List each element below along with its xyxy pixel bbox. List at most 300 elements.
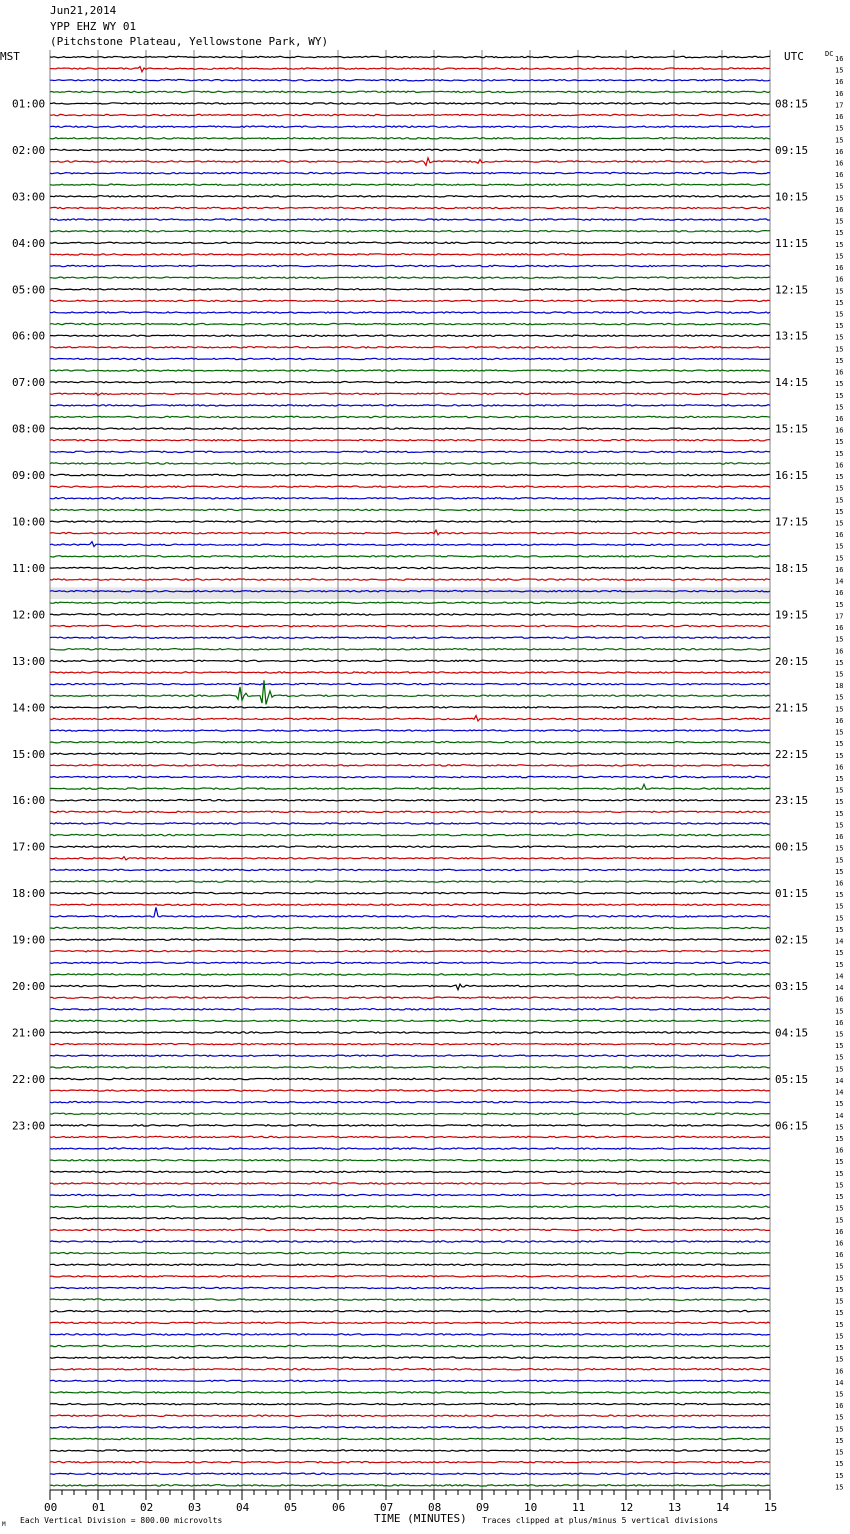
dc-offset: 15 [835,310,844,319]
trace-row [50,939,770,940]
dc-offset: 15 [835,740,844,749]
dc-offset: 14 [835,577,844,586]
x-tick-label: 00 [44,1501,58,1514]
label-layer [12,55,843,1514]
trace-row [50,776,770,777]
dc-offset: 15 [835,194,844,203]
trace-row [50,1183,770,1184]
trace-row [50,323,770,324]
trace-row [50,474,770,475]
x-tick-label: 14 [716,1501,730,1514]
trace-row [50,962,770,963]
dc-offset: 16 [835,205,844,214]
trace-row [50,1473,770,1474]
mst-time-label: 10:00 [12,515,46,529]
trace-row [50,556,770,557]
trace-row [50,440,770,441]
x-tick-label: 13 [668,1501,682,1514]
trace-row [50,196,770,197]
utc-time-label: 15:15 [775,422,809,436]
mst-time-label: 13:00 [12,654,46,668]
trace-row [50,530,770,535]
x-tick-label: 12 [620,1501,634,1514]
trace-row [50,1229,770,1230]
trace-row [50,846,770,847]
trace-row [50,927,770,928]
trace-row [50,602,770,603]
trace-row [50,1403,770,1404]
dc-offset: 15 [835,1425,844,1434]
utc-axis-title: UTC [784,50,804,63]
dc-offset: 15 [835,229,844,238]
trace-row [50,567,770,568]
dc-offset: 15 [835,844,844,853]
trace-row [50,300,770,301]
x-tick-label: 04 [236,1501,250,1514]
dc-offset: 15 [835,484,844,493]
dc-offset: 15 [835,902,844,911]
trace-row [50,428,770,429]
dc-offset: 15 [835,1262,844,1271]
trace-row [50,974,770,975]
dc-offset: 17 [835,101,844,110]
dc-offset: 14 [835,1378,844,1387]
mst-time-label: 14:00 [12,701,46,715]
dc-offset: 15 [835,1448,844,1457]
trace-row [50,765,770,766]
trace-row [50,1485,770,1486]
trace-row [50,277,770,278]
dc-offset: 15 [835,1483,844,1492]
mst-time-label: 18:00 [12,887,46,901]
dc-offset: 15 [835,705,844,714]
trace-row [50,1032,770,1033]
dc-offset: 16 [835,647,844,656]
trace-row [50,811,770,812]
utc-time-label: 16:15 [775,469,809,483]
dc-offset: 15 [835,1204,844,1213]
trace-row [50,800,770,801]
dc-label: DC [825,50,834,58]
mst-time-label: 04:00 [12,236,46,250]
utc-time-label: 09:15 [775,143,809,157]
dc-offset: 15 [835,821,844,830]
dc-offset: 15 [835,345,844,354]
trace-row [50,486,770,487]
dc-offset: 16 [835,833,844,842]
dc-offset: 15 [835,600,844,609]
trace-row [50,1055,770,1056]
x-tick-label: 11 [572,1501,586,1514]
mst-time-label: 12:00 [12,608,46,622]
dc-offset: 14 [835,1076,844,1085]
x-tick-label: 02 [140,1501,154,1514]
date-label: Jun21,2014 [50,4,117,17]
trace-row [50,784,770,789]
trace-row [50,463,770,464]
dc-offset: 15 [835,693,844,702]
dc-offset: 15 [835,891,844,900]
x-tick-label: 15 [764,1501,778,1514]
trace-row [50,219,770,220]
trace-row [50,126,770,127]
trace-row [50,857,770,860]
trace-row [50,184,770,185]
utc-time-label: 02:15 [775,933,809,947]
dc-offset: 16 [835,159,844,168]
dc-offset: 16 [835,995,844,1004]
trace-row [50,1125,770,1126]
dc-offset: 15 [835,1355,844,1364]
trace-row [50,254,770,255]
dc-offset: 15 [835,380,844,389]
dc-offset: 15 [835,1181,844,1190]
trace-row [50,683,770,684]
trace-row [50,823,770,824]
dc-offset: 15 [835,403,844,412]
trace-row [50,207,770,208]
mst-axis-title: MST [0,50,20,63]
utc-time-label: 03:15 [775,980,809,994]
trace-row [50,742,770,743]
mst-time-label: 09:00 [12,469,46,483]
utc-time-label: 08:15 [775,97,809,111]
trace-row [50,1380,770,1381]
dc-offset: 15 [835,322,844,331]
dc-offset: 14 [835,984,844,993]
dc-offset: 15 [835,507,844,516]
dc-offset: 16 [835,264,844,273]
trace-row [50,1287,770,1288]
dc-offset: 15 [835,1436,844,1445]
trace-row [50,951,770,952]
trace-row [50,1345,770,1346]
mst-time-label: 05:00 [12,283,46,297]
mst-time-label: 23:00 [12,1119,46,1133]
dc-offset: 17 [835,612,844,621]
dc-offset: 16 [835,565,844,574]
trace-row [50,1311,770,1312]
trace-row [50,138,770,139]
mst-time-label: 20:00 [12,980,46,994]
trace-row [50,289,770,290]
trace-row [50,753,770,754]
dc-offset: 15 [835,240,844,249]
trace-row [50,347,770,348]
dc-offset: 15 [835,1007,844,1016]
trace-row [50,984,770,990]
trace-row [50,904,770,905]
trace-row [50,730,770,731]
dc-offset: 16 [835,1227,844,1236]
dc-offset: 16 [835,55,844,63]
trace-row [50,1043,770,1044]
dc-offset: 15 [835,217,844,226]
dc-offset: 15 [835,1158,844,1167]
trace-row [50,370,770,371]
dc-offset: 15 [835,182,844,191]
mst-time-label: 07:00 [12,376,46,390]
dc-offset: 15 [835,124,844,133]
dc-offset: 15 [835,252,844,261]
dc-offset: 14 [835,937,844,946]
dc-offset: 15 [835,449,844,458]
utc-time-label: 10:15 [775,190,809,204]
trace-row [50,1427,770,1428]
dc-offset: 16 [835,1251,844,1260]
dc-offset: 14 [835,972,844,981]
dc-offset: 16 [835,1367,844,1376]
dc-offset: 15 [835,1193,844,1202]
trace-row [50,265,770,266]
trace-row [50,114,770,115]
utc-time-label: 19:15 [775,608,809,622]
trace-row [50,881,770,882]
trace-row [50,834,770,835]
trace-row [50,1206,770,1207]
trace-row [50,416,770,417]
dc-offset: 16 [835,1146,844,1155]
dc-offset: 15 [835,1042,844,1051]
dc-offset: 16 [835,461,844,470]
dc-offset: 15 [835,1332,844,1341]
dc-offset: 16 [835,763,844,772]
dc-offset: 14 [835,1111,844,1120]
trace-row [50,521,770,522]
dc-offset: 15 [835,1053,844,1062]
trace-row [50,1148,770,1149]
dc-offset: 15 [835,867,844,876]
dc-offset: 15 [835,751,844,760]
trace-row [50,1392,770,1393]
trace-row [50,660,770,661]
dc-offset: 15 [835,1344,844,1353]
dc-offset: 15 [835,1460,844,1469]
trace-row [50,614,770,615]
dc-offset: 15 [835,1297,844,1306]
dc-offset: 15 [835,542,844,551]
x-tick-label: 09 [476,1501,490,1514]
dc-offset: 16 [835,171,844,180]
dc-offset: 15 [835,298,844,307]
dc-offset: 14 [835,1088,844,1097]
trace-row [50,1160,770,1161]
dc-offset: 15 [835,775,844,783]
dc-offset: 16 [835,589,844,598]
utc-time-label: 20:15 [775,654,809,668]
x-tick-label: 10 [524,1501,538,1514]
dc-offset: 18 [835,682,844,691]
utc-time-label: 12:15 [775,283,809,297]
trace-layer [50,56,770,1486]
trace-row [50,1090,770,1091]
x-tick-label: 01 [92,1501,106,1514]
dc-offset: 16 [835,275,844,284]
trace-row [50,907,770,917]
dc-offset: 16 [835,531,844,540]
trace-row [50,1194,770,1195]
dc-offset: 16 [835,89,844,98]
dc-offset: 15 [835,287,844,296]
dc-offset: 15 [835,1471,844,1480]
mst-time-label: 16:00 [12,794,46,808]
dc-offset: 15 [835,1135,844,1143]
trace-row [50,625,770,626]
dc-offset: 15 [835,914,844,923]
trace-row [50,393,770,395]
dc-offset: 15 [835,658,844,667]
dc-offset: 15 [835,728,844,737]
trace-row [50,892,770,893]
trace-row [50,1078,770,1079]
trace-row [50,335,770,336]
x-tick-label: 08 [428,1501,442,1514]
mst-time-label: 19:00 [12,933,46,947]
trace-row [50,1357,770,1358]
dc-offset: 15 [835,391,844,400]
trace-row [50,149,770,150]
dc-offset: 16 [835,1018,844,1027]
trace-row [50,1276,770,1277]
dc-offset: 15 [835,856,844,865]
trace-row [50,869,770,870]
mst-time-label: 08:00 [12,422,46,436]
trace-row [50,1171,770,1172]
trace-row [50,158,770,166]
trace-row [50,1450,770,1451]
dc-offset: 16 [835,415,844,423]
dc-offset: 15 [835,1123,844,1132]
dc-offset: 16 [835,426,844,435]
trace-row [50,1136,770,1137]
utc-time-label: 04:15 [775,1026,809,1040]
trace-row [50,405,770,406]
trace-row [50,67,770,72]
trace-row [50,172,770,173]
dc-offset: 15 [835,333,844,342]
trace-row [50,672,770,673]
dc-offset: 16 [835,1402,844,1411]
mst-time-label: 22:00 [12,1072,46,1086]
trace-row [50,1241,770,1242]
dc-offset: 15 [835,136,844,145]
dc-offset: 15 [835,66,844,75]
dc-offset: 15 [835,496,844,505]
utc-time-label: 00:15 [775,840,809,854]
dc-offset: 15 [835,519,844,528]
location-label: (Pitchstone Plateau, Yellowstone Park, WY) [50,35,329,48]
corner-mark: M [2,1521,6,1528]
dc-offset: 15 [835,960,844,969]
trace-row [50,1299,770,1300]
dc-offset: 15 [835,554,844,563]
trace-row [50,1462,770,1463]
mst-time-label: 17:00 [12,840,46,854]
utc-time-label: 18:15 [775,561,809,575]
x-tick-label: 06 [332,1501,346,1514]
dc-offset: 15 [835,1309,844,1318]
dc-offset: 15 [835,1274,844,1283]
mst-time-label: 03:00 [12,190,46,204]
mst-time-label: 21:00 [12,1026,46,1040]
trace-row [50,56,770,57]
dc-offset: 15 [835,798,844,807]
mst-time-label: 06:00 [12,329,46,343]
trace-row [50,1113,770,1114]
grid-layer [50,50,770,1500]
clip-note: Traces clipped at plus/minus 5 vertical divisions [482,1516,719,1525]
trace-row [50,91,770,92]
highlighted-row [50,587,770,599]
x-tick-label: 07 [380,1501,394,1514]
dc-offset: 15 [835,1100,844,1109]
dc-offset: 15 [835,670,844,679]
trace-row [50,1067,770,1069]
dc-offset: 16 [835,716,844,725]
trace-row [50,1264,770,1265]
trace-row [50,1322,770,1323]
dc-offset: 16 [835,78,844,87]
dc-offset: 16 [835,879,844,888]
trace-row [50,1102,770,1103]
dc-offset: 15 [835,786,844,795]
dc-offset: 15 [835,1285,844,1294]
x-tick-label: 03 [188,1501,202,1514]
utc-time-label: 21:15 [775,701,809,715]
trace-row [50,1369,770,1370]
dc-offset: 16 [835,368,844,377]
x-tick-label: 05 [284,1501,298,1514]
trace-row [50,1252,770,1253]
utc-time-label: 13:15 [775,329,809,343]
trace-row [50,103,770,104]
trace-row [50,707,770,708]
dc-offset: 15 [835,1320,844,1329]
dc-offset: 16 [835,1239,844,1248]
trace-row [50,1020,770,1021]
utc-time-label: 01:15 [775,887,809,901]
mst-time-label: 15:00 [12,747,46,761]
dc-offset: 15 [835,1030,844,1039]
trace-row [50,509,770,510]
dc-offset: 15 [835,1216,844,1225]
mst-time-label: 01:00 [12,97,46,111]
trace-row [50,80,770,81]
trace-row [50,498,770,499]
trace-row [50,649,770,650]
utc-time-label: 17:15 [775,515,809,529]
dc-offset: 16 [835,624,844,633]
dc-offset: 15 [835,1390,844,1399]
trace-row [50,637,770,638]
trace-row [50,1334,770,1335]
dc-offset: 15 [835,356,844,365]
utc-time-label: 11:15 [775,236,809,250]
dc-offset: 15 [835,438,844,447]
mst-time-label: 11:00 [12,561,46,575]
dc-offset: 15 [835,1169,844,1178]
dc-offset: 15 [835,473,844,482]
scale-note: Each Vertical Division = 800.00 microvolts [20,1516,223,1525]
dc-offset: 15 [835,1065,844,1074]
trace-row [50,231,770,232]
trace-row [50,1438,770,1439]
trace-row [50,1415,770,1416]
trace-row [50,312,770,313]
trace-row [50,579,770,580]
trace-row [50,716,770,721]
dc-offset: 15 [835,925,844,934]
